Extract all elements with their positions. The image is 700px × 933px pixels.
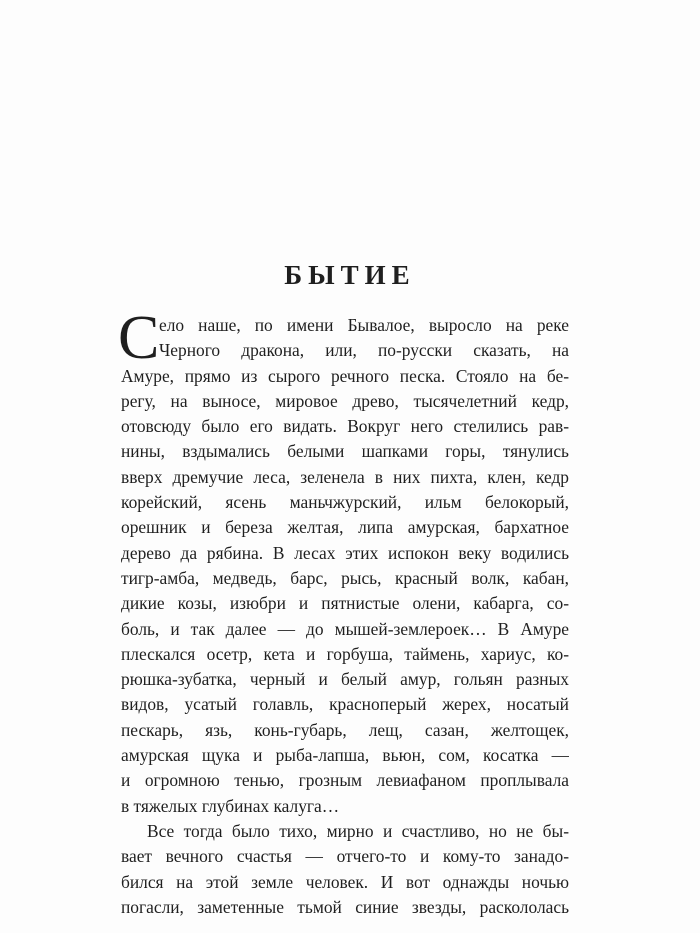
- text-line: Черного дракона, или, по-русски сказать, на: [159, 340, 569, 361]
- paragraph-1: [121, 313, 569, 819]
- drop-cap: С: [118, 304, 160, 372]
- body-text: [118, 304, 569, 920]
- text-line: рюшка-зубатка, черный и белый амур, гольян разных: [121, 669, 569, 690]
- text-line: и огромною тенью, грозным левиафаном проплывала: [121, 770, 569, 791]
- text-line: нины, вздымались белыми шапками горы, тянулись: [121, 441, 569, 462]
- text-line: пескарь, язь, конь-губарь, лещ, сазан, желтощек,: [121, 719, 569, 740]
- text-line: вверх дремучие леса, зеленела в них пихта, клен, кедр: [121, 466, 569, 487]
- text-line: бился на этой земле человек. И вот однажды ночью: [121, 871, 569, 892]
- text-line: Амуре, прямо из сырого речного песка. Стояло на бе-: [121, 365, 569, 386]
- text-line: в тяжелых глубинах калуга…: [121, 795, 340, 816]
- text-line: плескался осетр, кета и горбуша, таймень, хариус, ко-: [121, 643, 569, 664]
- text-line: Все тогда было тихо, мирно и счастливо, но не бы-: [147, 820, 569, 841]
- text-line: орешник и береза желтая, липа амурская, бархатное: [121, 517, 569, 538]
- text-line: погасли, заметенные тьмой синие звезды, раскололась: [121, 896, 569, 917]
- text-line: боль, и так далее — до мышей-землероек… В Амуре: [121, 618, 569, 639]
- text-line: тигр-амба, медведь, барс, рысь, красный волк, кабан,: [121, 567, 569, 588]
- text-line: дикие козы, изюбри и пятнистые олени, кабарга, со-: [121, 593, 569, 614]
- text-line: амурская щука и рыба-лапша, вьюн, сом, косатка —: [121, 745, 569, 766]
- text-line: вает вечного счастья — отчего-то и кому-то занадо-: [121, 846, 569, 867]
- text-line: регу, на выносе, мировое древо, тысячелетний кедр,: [121, 390, 569, 411]
- chapter-title: БЫТИЕ: [284, 260, 416, 290]
- text-line: дерево да рябина. В лесах этих испокон веку водились: [121, 542, 569, 563]
- text-line: отовсюду было его видать. Вокруг него стелились рав-: [121, 416, 569, 437]
- paragraph-2: [121, 819, 569, 920]
- text-line: корейский, ясень маньчжурский, ильм белокорый,: [121, 492, 569, 513]
- text-line: ело наше, по имени Бывалое, выросло на реке: [159, 315, 569, 335]
- text-line: видов, усатый голавль, краснoперый жерех, носатый: [121, 694, 569, 715]
